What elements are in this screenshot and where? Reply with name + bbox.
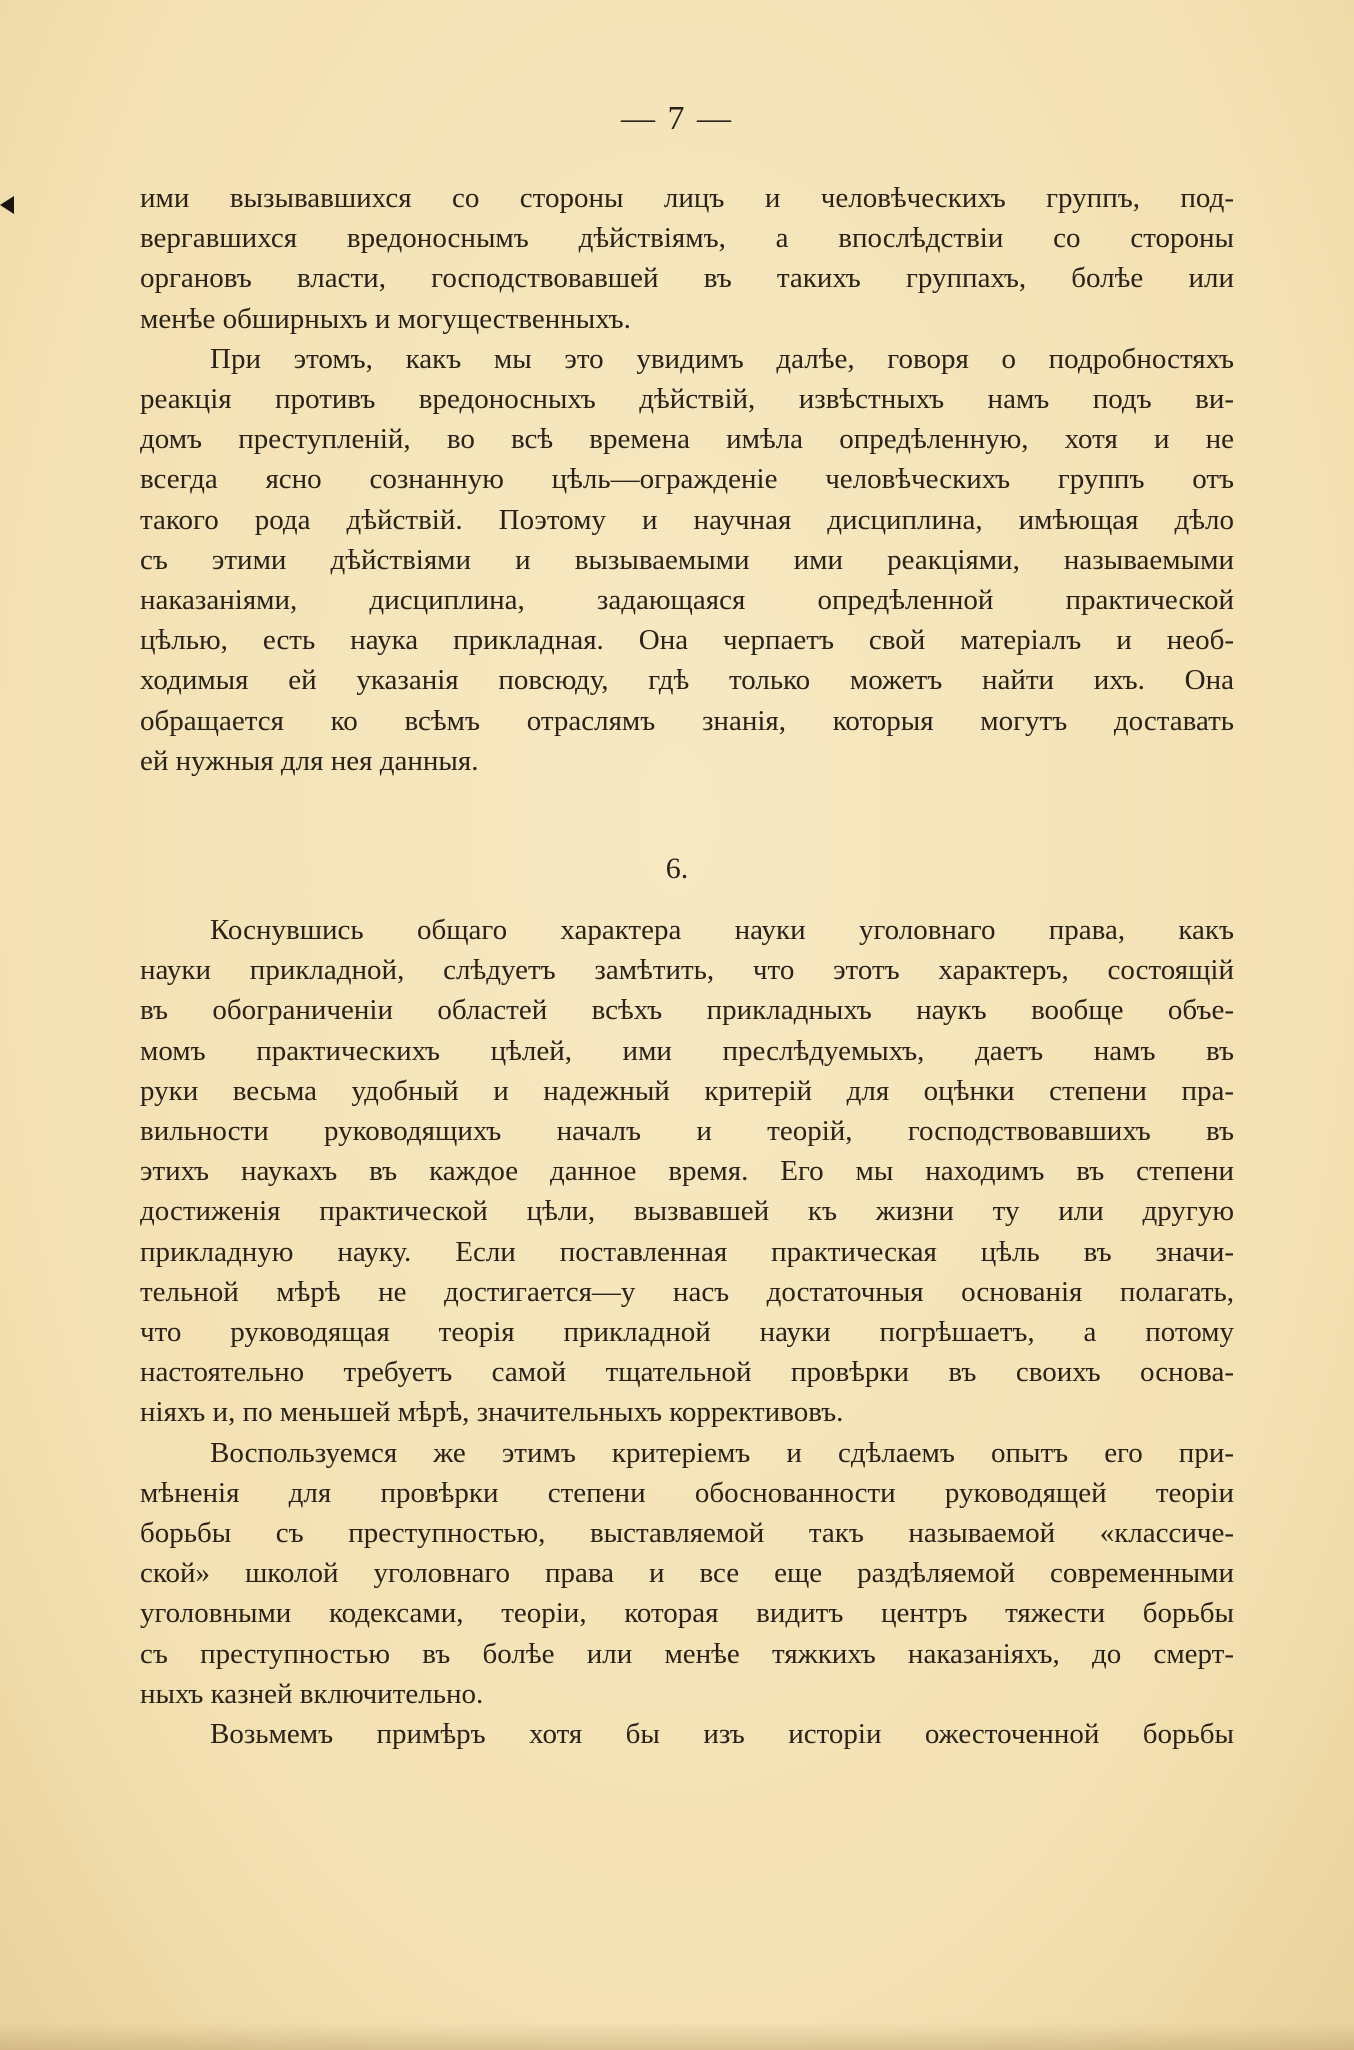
page-number: — 7 — (621, 100, 733, 137)
text-line: этихъ наукахъ въ каждое данное время. Его мы находимъ въ степени (140, 1155, 1234, 1188)
text-line: достиженія практической цѣли, вызвавшей къ жизни ту или другую (140, 1195, 1234, 1228)
text-line: борьбы съ преступностью, выставляемой такъ называемой «классиче- (140, 1517, 1234, 1550)
text-line: настоятельно требуетъ самой тщательной провѣрки въ своихъ основа- (140, 1356, 1234, 1389)
text-line: момъ практическихъ цѣлей, ими преслѣдуемыхъ, даетъ намъ въ (140, 1034, 1234, 1067)
text-line: менѣе обширныхъ и могущественныхъ. (140, 302, 631, 335)
text-line: ходимыя ей указанія повсюду, гдѣ только можетъ найти ихъ. Она (140, 664, 1234, 697)
text-line: ими вызывавшихся со стороны лицъ и человѣческихъ группъ, под- (140, 182, 1234, 214)
text-line: что руководящая теорія прикладной науки погрѣшаетъ, а потому (140, 1316, 1234, 1349)
page-bottom-edge (0, 2022, 1354, 2050)
text-line: тельной мѣрѣ не достигается—у насъ достаточныя основанія полагать, (140, 1275, 1234, 1308)
text-line: ей нужныя для нея данныя. (140, 744, 479, 777)
text-line: ской» школой уголовнаго права и все еще раздѣляемой современными (140, 1557, 1234, 1590)
text-line: обращается ко всѣмъ отраслямъ знанія, которыя могутъ доставать (140, 704, 1234, 737)
text-line: Воспользуемся же этимъ критеріемъ и сдѣлаемъ опытъ его при- (210, 1436, 1234, 1469)
text-line: съ преступностью въ болѣе или менѣе тяжкихъ наказаніяхъ, до смерт- (140, 1637, 1234, 1670)
text-line: цѣлью, есть наука прикладная. Она черпаетъ свой матеріалъ и необ- (140, 624, 1234, 657)
text-line: такого рода дѣйствій. Поэтому и научная дисциплина, имѣющая дѣло (140, 503, 1234, 536)
text-line: науки прикладной, слѣдуетъ замѣтить, что этотъ характеръ, состоящій (140, 954, 1234, 987)
text-line: вильности руководящихъ началъ и теорій, господствовавшихъ въ (140, 1115, 1234, 1148)
text-line: Коснувшись общаго характера науки уголовнаго права, какъ (210, 914, 1234, 946)
section-number: 6. (665, 852, 689, 885)
text-line: вергавшихся вредоноснымъ дѣйствіямъ, а впослѣдствіи со стороны (140, 222, 1234, 255)
section-6-text (140, 910, 1234, 1754)
text-line: органовъ власти, господствовавшей въ такихъ группахъ, болѣе или (140, 262, 1234, 295)
text-line: Возьмемъ примѣръ хотя бы изъ исторіи ожесточенной борьбы (210, 1718, 1234, 1751)
text-line: ніяхъ и, по меньшей мѣрѣ, значительныхъ коррективовъ. (140, 1396, 844, 1429)
text-line: При этомъ, какъ мы это увидимъ далѣе, говоря о подробностяхъ (210, 342, 1234, 375)
margin-mark (0, 196, 14, 214)
text-line: ныхъ казней включительно. (140, 1677, 484, 1710)
text-line: реакція противъ вредоносныхъ дѣйствій, извѣстныхъ намъ подъ ви- (140, 383, 1234, 416)
text-line: въ обограниченіи областей всѣхъ прикладныхъ наукъ вообще объе- (140, 994, 1234, 1027)
text-line: прикладную науку. Если поставленная практическая цѣль въ значи- (140, 1235, 1234, 1268)
text-line: всегда ясно сознанную цѣль—огражденіе человѣческихъ группъ отъ (140, 463, 1234, 496)
text-line: уголовными кодексами, теоріи, которая видитъ центръ тяжести борьбы (140, 1597, 1234, 1630)
text-line: домъ преступленій, во всѣ времена имѣла опредѣленную, хотя и не (140, 423, 1234, 456)
text-line: руки весьма удобный и надежный критерій для оцѣнки степени пра- (140, 1074, 1234, 1107)
text-line: мѣненія для провѣрки степени обоснованности руководящей теоріи (140, 1476, 1234, 1509)
text-line: съ этими дѣйствіями и вызываемыми ими реакціями, называемыми (140, 543, 1234, 576)
paragraph-block-continued (140, 178, 1234, 781)
text-line: наказаніями, дисциплина, задающаяся опредѣленной практической (140, 584, 1234, 617)
